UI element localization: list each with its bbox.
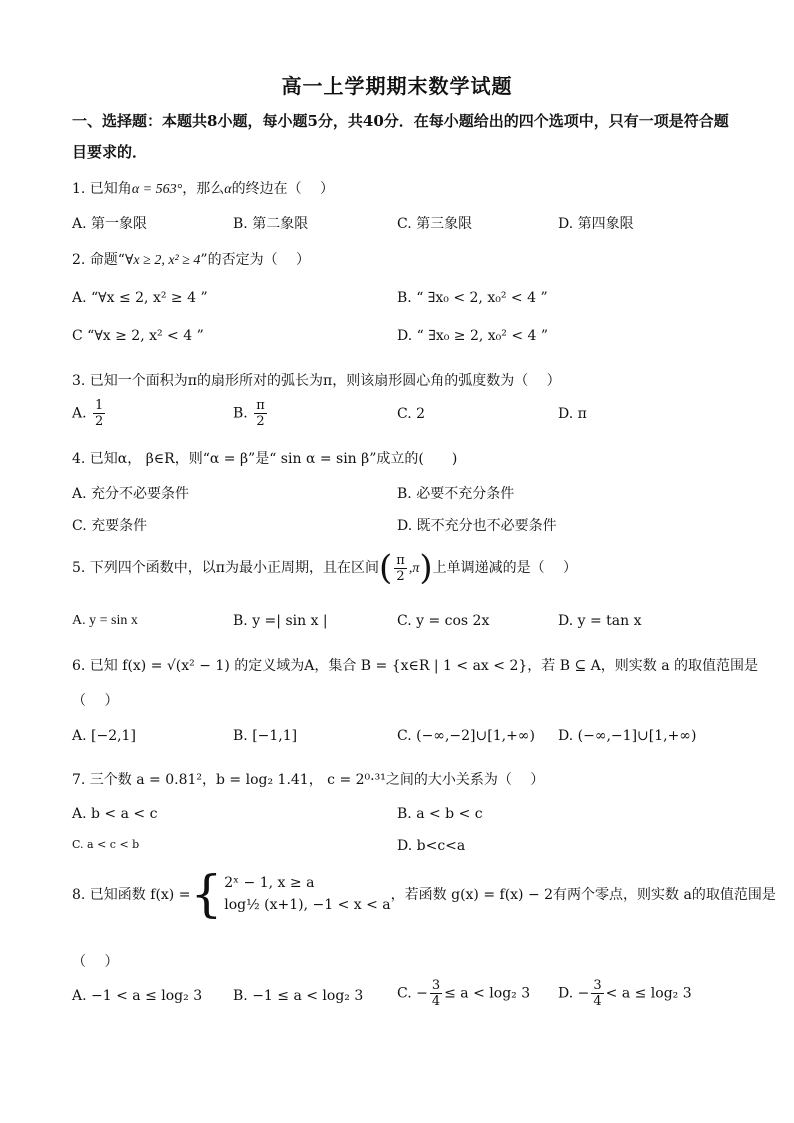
- q8-paren: （ ）: [72, 954, 119, 970]
- q8-d-fraction: [591, 978, 603, 1009]
- q8-option-b: B. −1 ≤ a < log₂ 3: [233, 988, 364, 1004]
- q8-c-num: 3: [431, 978, 441, 993]
- page-title: 高一上学期期末数学试题: [281, 74, 513, 98]
- q6-option-d: D. (−∞,−1]∪[1,+∞): [558, 728, 697, 744]
- q8-c-tail: ≤ a < log₂ 3: [444, 985, 531, 1002]
- q6-paren: （ ）: [72, 693, 119, 709]
- q3-option-a: [72, 398, 107, 429]
- q4-option-d: D. 既不充分也不必要条件: [397, 518, 557, 534]
- q8-piece-2: log½ (x+1), −1 < x < a: [224, 897, 391, 913]
- q3-a-label: A.: [72, 405, 87, 422]
- question-6: 6. 已知 f(x) = √(x² − 1) 的定义域为A，集合 B = {x∈R | 1 < ax < 2}，若 B ⊆ A，则实数 a 的取值范围是: [72, 658, 758, 674]
- q3-option-d: D. π: [558, 406, 587, 422]
- q8-stem: 8. 已知函数 f(x) =: [72, 887, 191, 903]
- q8-piecewise: [224, 872, 390, 916]
- q3-b-den: 2: [256, 414, 265, 429]
- q8-stem-b: ，若函数 g(x) = f(x) − 2有两个零点，则实数 a的取值范围是: [390, 887, 776, 903]
- q2-math: ∀x ≥ 2, x² ≥ 4: [124, 253, 201, 268]
- q1-option-c: C. 第三象限: [397, 216, 473, 232]
- q8-c-den: 4: [431, 994, 441, 1009]
- q2-option-c: C “∀x ≥ 2, x² < 4 ”: [72, 328, 204, 344]
- section-heading: 一、选择题：本题共8小题，每小题5分，共40分．在每小题给出的四个选项中，只有一项是符合题目要求的．: [72, 112, 729, 161]
- q5-interval-close: ): [419, 548, 433, 588]
- q7-option-d: D. b<c<a: [397, 838, 466, 854]
- q5-option-d: D. y = tan x: [558, 613, 642, 629]
- q1-alpha: α: [224, 182, 232, 197]
- q1-option-d: D. 第四象限: [558, 216, 634, 232]
- q8-d-label: D. −: [558, 985, 590, 1002]
- q3-option-b: [233, 398, 269, 429]
- q4-option-a: A. 充分不必要条件: [72, 486, 190, 502]
- q7-option-b: B. a < b < c: [397, 806, 483, 822]
- q8-d-den: 4: [593, 994, 602, 1009]
- question-3: 3. 已知一个面积为π的扇形所对的弧长为π，则该扇形圆心角的弧度数为（ ）: [72, 373, 561, 389]
- q8-option-d: [558, 978, 692, 1009]
- q4-option-b: B. 必要不充分条件: [397, 486, 515, 502]
- q7-option-c: C. a < c < b: [72, 838, 140, 851]
- q8-option-c: [397, 978, 530, 1009]
- question-1: [72, 178, 334, 198]
- q8-c-fraction: [430, 978, 442, 1009]
- q1-stem: 1. 已知角: [72, 181, 132, 197]
- q2-stem: 2. 命题“: [72, 252, 125, 268]
- q4-option-c: C. 充要条件: [72, 518, 148, 534]
- q5-tail: ,π: [408, 561, 420, 576]
- q7-option-a: A. b < a < c: [72, 806, 158, 822]
- q3-a-fraction: [93, 398, 105, 429]
- q2-option-b: B. “ ∃x₀ < 2, x₀² < 4 ”: [397, 290, 548, 306]
- q3-a-num: 1: [95, 398, 104, 413]
- q1-option-b: B. 第二象限: [233, 216, 309, 232]
- q6-option-b: B. [−1,1]: [233, 728, 298, 744]
- q2-stem-b: ”的否定为（ ）: [200, 252, 311, 268]
- q5-option-a: A. y = sin x: [72, 613, 138, 628]
- question-5: [72, 548, 578, 588]
- q5-num: π: [396, 552, 405, 568]
- q8-d-tail: < a ≤ log₂ 3: [605, 985, 692, 1002]
- q5-stem-b: 上单调递减的是（ ）: [432, 560, 578, 576]
- q5-interval: (: [379, 548, 393, 588]
- q3-option-c: C. 2: [397, 406, 426, 422]
- question-7: 7. 三个数 a = 0.81²，b = log₂ 1.41， c = 2⁰·³¹之间的大小关系为（ ）: [72, 772, 545, 788]
- q5-option-c: C. y = cos 2x: [397, 613, 490, 629]
- q2-option-d: D. “ ∃x₀ ≥ 2, x₀² < 4 ”: [397, 328, 549, 344]
- q3-a-den: 2: [95, 414, 104, 429]
- q2-option-a: A. “∀x ≤ 2, x² ≥ 4 ”: [72, 290, 208, 306]
- q3-b-num: π: [256, 398, 265, 413]
- q1-math: α = 563°: [131, 182, 183, 197]
- question-8: [72, 865, 776, 923]
- q5-option-b: B. y =| sin x |: [233, 613, 328, 629]
- q5-stem: 5. 下列四个函数中，以π为最小正周期，且在区间: [72, 560, 380, 576]
- q1-stem-c: 的终边在（ ）: [231, 181, 335, 197]
- q6-option-c: C. (−∞,−2]∪[1,+∞): [397, 728, 535, 744]
- q1-stem-b: ，那么: [182, 181, 225, 197]
- question-4: 4. 已知α， β∈R，则“α = β”是“ sin α = sin β”成立的( ): [72, 451, 458, 467]
- q8-brace: {: [190, 865, 223, 923]
- q3-b-fraction: [254, 398, 267, 429]
- q5-den: 2: [396, 568, 405, 584]
- q3-b-label: B.: [233, 405, 248, 422]
- question-2: [72, 249, 310, 269]
- q8-piece-1: 2ˣ − 1, x ≥ a: [224, 875, 315, 891]
- q8-option-a: A. −1 < a ≤ log₂ 3: [72, 988, 203, 1004]
- q8-c-label: C. −: [397, 985, 428, 1002]
- q6-option-a: A. [−2,1]: [72, 728, 136, 744]
- q5-fraction: [394, 553, 407, 584]
- q1-option-a: A. 第一象限: [72, 216, 148, 232]
- q8-d-num: 3: [593, 978, 602, 993]
